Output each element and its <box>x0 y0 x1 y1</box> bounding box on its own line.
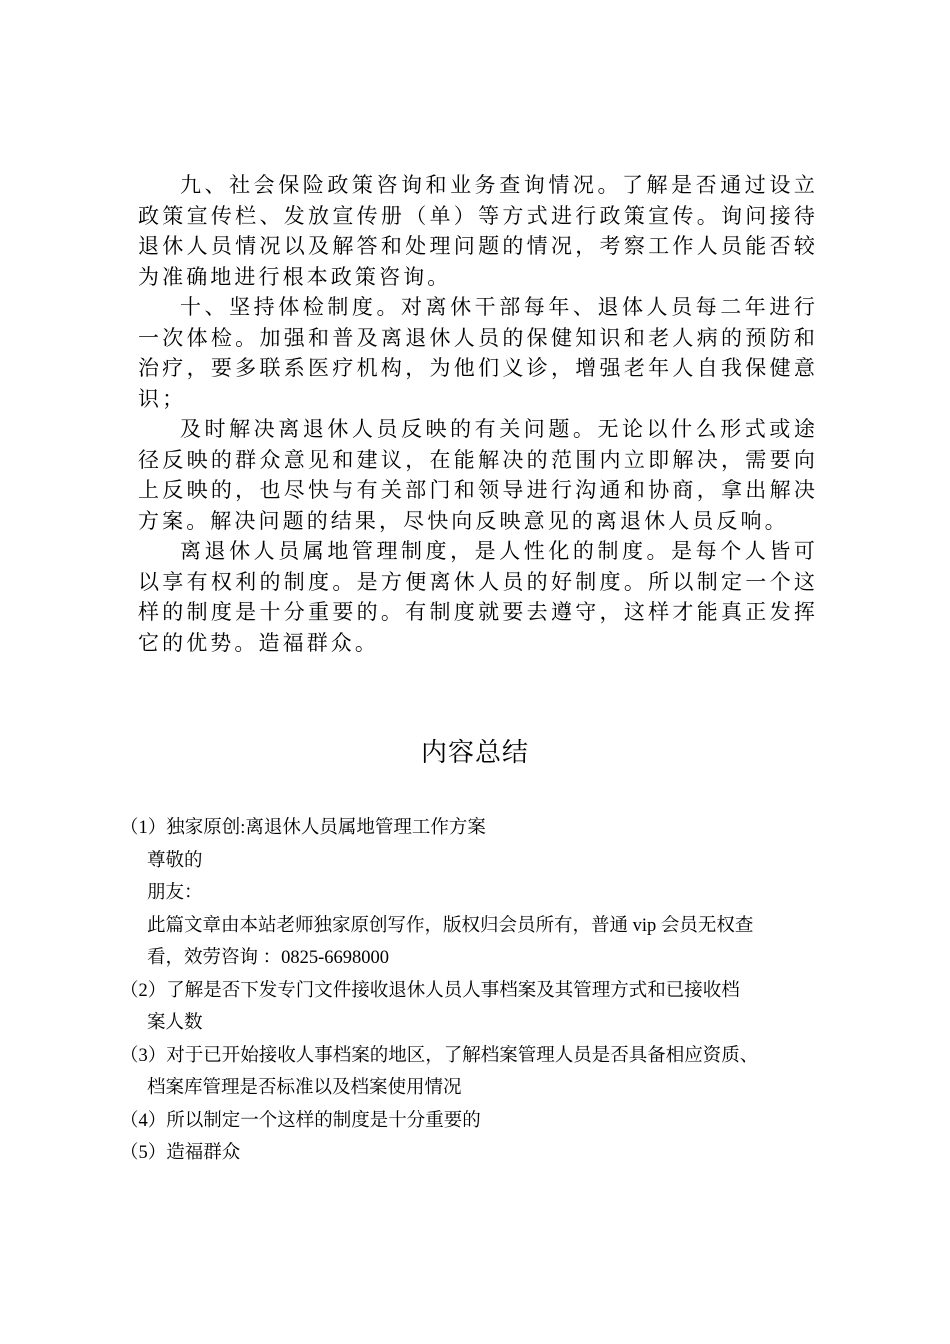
summary-item-2-line-1: （2）了解是否下发专门文件接收退休人员人事档案及其管理方式和已接收档 <box>120 980 740 1001</box>
notice-line-2: 看，效劳咨询 ：0825-6698000 <box>147 948 390 968</box>
summary-item-3-line-1: （3）对于已开始接收人事档案的地区，了解档案管理人员是否具备相应资质、 <box>120 1045 759 1066</box>
paragraph-social-insurance: 九、社会保险政策咨询和业务查询情况。了解是否通过设立政策宣传栏、发放宣传册（单）等方式进行政策宣传。询问接待退休人员情况以及解答和处理问题的情况，考察工作人员能否较为准确地进行根本政策咨询。 <box>138 173 818 289</box>
paragraph-resolve-issues: 及时解决离退休人员反映的有关问题。无论以什么形式或途径反映的群众意见和建议，在能解决的范围内立即解决，需要向上反映的，也尽快与有关部门和领导进行沟通和协商，拿出解决方案。解决问题的结果，尽快向反映意见的离退休人员反响。 <box>138 417 818 533</box>
greeting-line-2: 朋友： <box>147 883 203 903</box>
summary-item-4: （4）所以制定一个这样的制度是十分重要的 <box>120 1110 481 1131</box>
paragraph-conclusion: 离退休人员属地管理制度，是人性化的制度。是每个人皆可以享有权利的制度。是方便离休人员的好制度。所以制定一个这样的制度是十分重要的。有制度就要去遵守，这样才能真正发挥它的优势。造福群众。 <box>138 539 818 655</box>
summary-item-2-line-2: 案人数 <box>147 1013 203 1033</box>
greeting-line-1: 尊敬的 <box>147 850 203 871</box>
summary-item-5: （5）造福群众 <box>120 1143 241 1163</box>
summary-item-1: （1）独家原创:离退休人员属地管理工作方案 <box>120 818 486 838</box>
notice-line-1: 此篇文章由本站老师独家原创写作，版权归会员所有，普通 vip 会员无权查 <box>147 915 754 936</box>
summary-heading: 内容总结 <box>420 738 529 768</box>
paragraph-health-check: 十、坚持体检制度。对离休干部每年、退体人员每二年进行一次体检。加强和普及离退休人员的保健知识和老人病的预防和治疗，要多联系医疗机构，为他们义诊，增强老年人自我保健意识； <box>138 295 818 411</box>
summary-section <box>120 812 832 1170</box>
summary-item-3-line-2: 档案库管理是否标准以及档案使用情况 <box>147 1078 462 1098</box>
body-text <box>138 170 818 658</box>
